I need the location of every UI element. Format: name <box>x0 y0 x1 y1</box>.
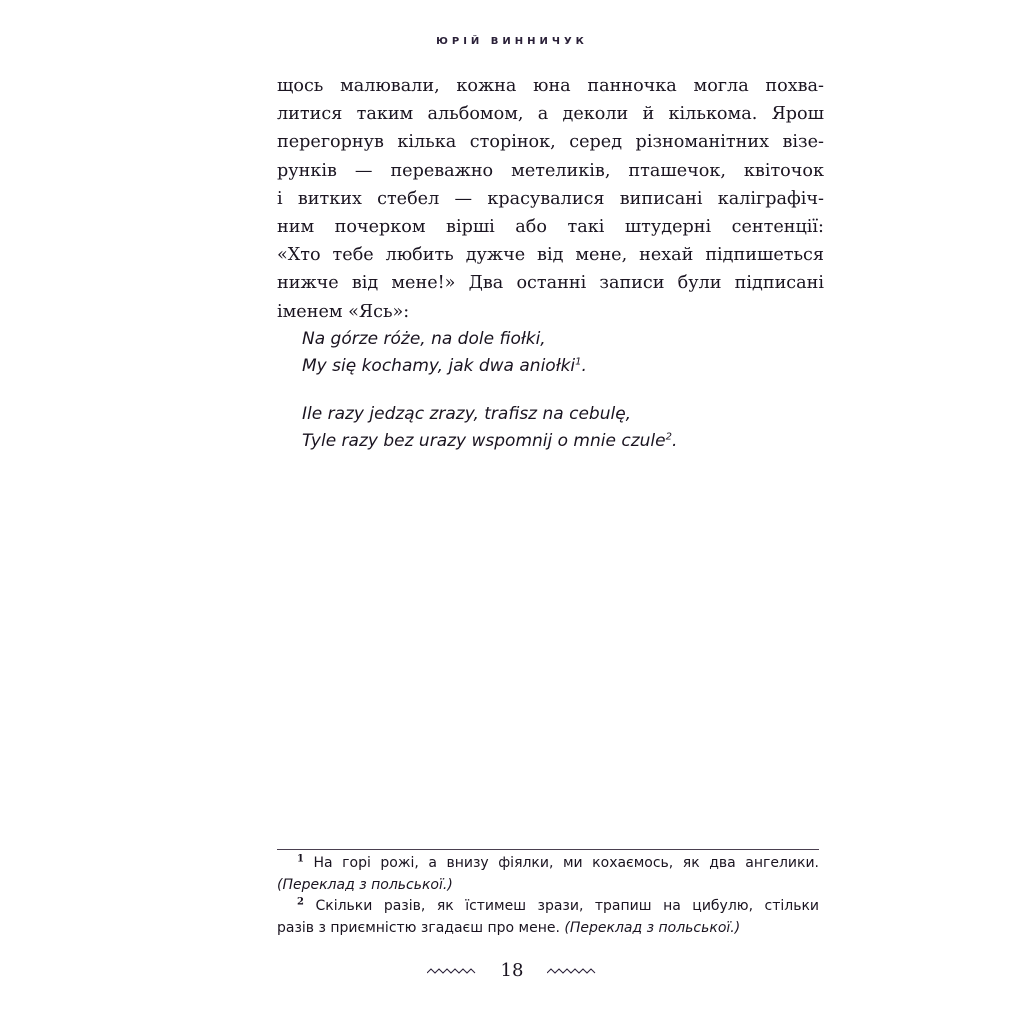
body-line: перегорнув кілька сторінок, серед різноманітних візе- <box>277 132 824 153</box>
footnote-1: $^1$ На горі рожі, а внизу фіялки, ми кохаємось, як два ангелики. <box>297 853 820 871</box>
running-header: ЮРІЙ ВИННИЧУК <box>436 36 588 47</box>
verse-line: Na górze róże, na dole fiołki, <box>302 329 546 349</box>
footnote-2-cont: разів з приємністю згадаєш про мене. (Переклад з польської.) <box>277 919 741 936</box>
page-number: 18 <box>500 960 524 981</box>
verse-stanza-2 <box>302 401 677 455</box>
footnote-ref: 1 <box>575 356 582 368</box>
wave-ornament-icon <box>547 966 597 976</box>
verse-line: Tyle razy bez urazy wspomnij o mnie czule$^2$. <box>302 431 678 451</box>
body-line: іменем «Ясь»: <box>277 301 410 322</box>
page-footer <box>0 960 1024 981</box>
footnotes <box>277 853 819 939</box>
body-line: «Хто тебе любить дужче від мене, нехай підпишеться <box>277 245 824 266</box>
body-line: рунків — переважно метеликів, пташечок, квіточок <box>277 160 824 181</box>
body-line: нижче від мене!» Два останні записи були підписані <box>277 273 824 294</box>
body-paragraph <box>277 72 824 326</box>
footnote-ref: 2 <box>665 431 672 443</box>
body-line: литися таким альбомом, а деколи й кількома. Ярош <box>277 104 824 125</box>
verse-line: My się kochamy, jak dwa aniołki$^1$. <box>302 356 587 376</box>
body-line: і витких стебел — красувалися виписані каліграфіч- <box>277 188 824 209</box>
footnote-2: $^2$ Скільки разів, як їстимеш зрази, трапиш на цибулю, стільки <box>297 896 820 914</box>
footnote-divider <box>277 849 819 850</box>
wave-ornament-icon <box>427 966 477 976</box>
verse-line: Ile razy jedząc zrazy, trafisz na cebulę, <box>302 404 632 424</box>
body-line: щось малювали, кожна юна панночка могла похва- <box>277 76 824 96</box>
body-line: ним почерком вірші або такі штудерні сентенції: <box>277 217 824 238</box>
verse-stanza-1 <box>302 326 587 380</box>
footnote-1-note: (Переклад з польської.) <box>277 876 453 893</box>
